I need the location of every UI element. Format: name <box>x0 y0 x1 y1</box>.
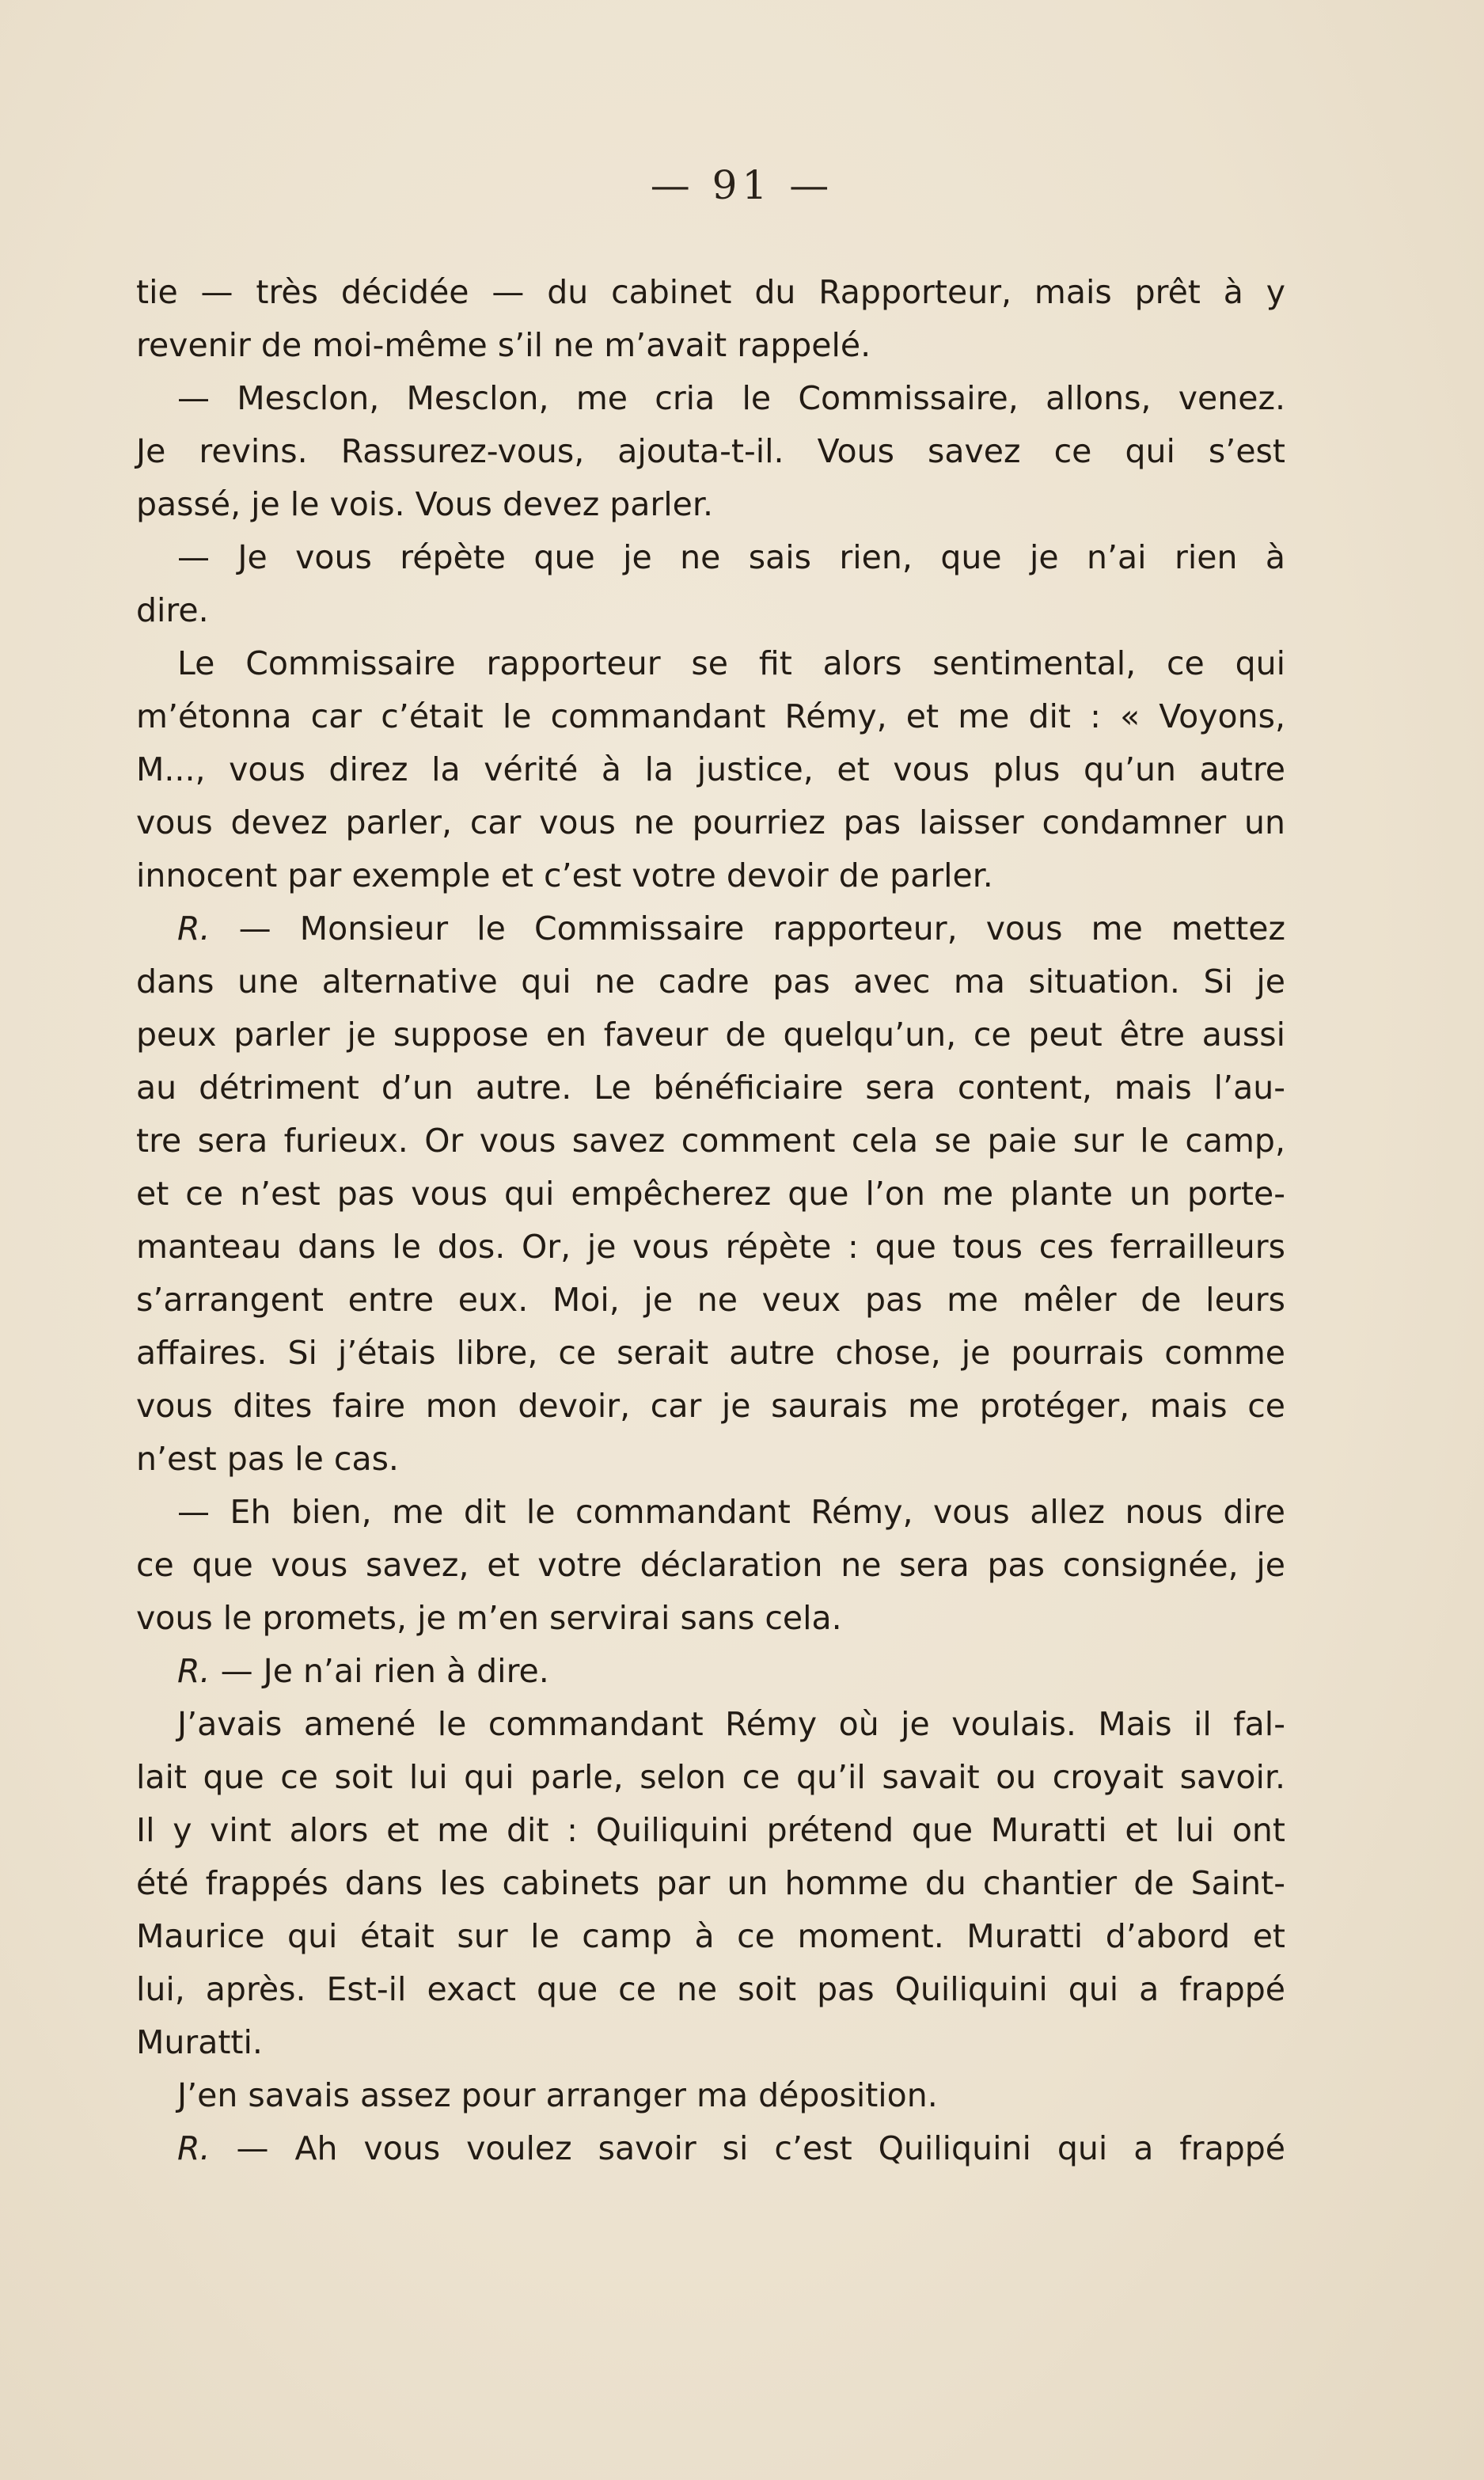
line-text: — Monsieur le Commissaire rapporteur, vous me mettez <box>210 910 1285 948</box>
line-text: et ce n’est pas vous qui empêcherez que l’on me plante un porte- <box>136 1175 1285 1213</box>
text-line <box>136 425 1285 478</box>
speaker-label: R. <box>177 2129 211 2167</box>
line-text: innocent par exemple et c’est votre devoir de parler. <box>136 856 993 894</box>
page-number: — 91 — <box>650 162 834 208</box>
line-text: Il y vint alors et me dit : Quiliquini prétend que Muratti et lui ont <box>136 1811 1285 1849</box>
text-line <box>136 319 1285 372</box>
line-text: revenir de moi-même s’il ne m’avait rappelé. <box>136 326 871 364</box>
text-line <box>136 266 1285 319</box>
text-line <box>136 1168 1285 1221</box>
text-line <box>136 584 1285 637</box>
line-text: affaires. Si j’étais libre, ce serait autre chose, je pourrais comme <box>136 1334 1285 1372</box>
line-text: lait que ce soit lui qui parle, selon ce qu’il savait ou croyait savoir. <box>136 1758 1285 1796</box>
text-line <box>136 1751 1285 1804</box>
line-text: vous devez parler, car vous ne pourriez pas laisser condamner un <box>136 803 1285 841</box>
line-text: dans une alternative qui ne cadre pas avec ma situation. Si je <box>136 963 1285 1001</box>
line-text: Maurice qui était sur le camp à ce moment. Muratti d’abord et <box>136 1917 1285 1955</box>
line-text: au détriment d’un autre. Le bénéficiaire sera content, mais l’au- <box>136 1069 1285 1107</box>
line-text: manteau dans le dos. Or, je vous répète : que tous ces ferrailleurs <box>136 1228 1285 1266</box>
line-text: tie — très décidée — du cabinet du Rapporteur, mais prêt à y <box>136 273 1285 311</box>
text-line <box>136 1115 1285 1168</box>
text-line <box>136 1539 1285 1592</box>
text-line <box>136 2016 1285 2069</box>
line-text: lui, après. Est-il exact que ce ne soit pas Quiliquini qui a frappé <box>136 1970 1285 2008</box>
line-text: J’avais amené le commandant Rémy où je voulais. Mais il fal- <box>177 1705 1285 1743</box>
line-text: été frappés dans les cabinets par un homme du chantier de Saint- <box>136 1864 1285 1902</box>
text-line <box>136 1433 1285 1486</box>
line-text: n’est pas le cas. <box>136 1440 399 1478</box>
text-line <box>136 690 1285 743</box>
line-text: — Ah vous voulez savoir si c’est Quiliquini qui a frappé <box>210 2129 1285 2167</box>
speaker-label: R. <box>177 910 211 948</box>
line-text: ce que vous savez, et votre déclaration ne sera pas consignée, je <box>136 1546 1285 1584</box>
line-text: J’en savais assez pour arranger ma déposition. <box>177 2076 938 2114</box>
text-line <box>136 637 1285 690</box>
text-line <box>136 1804 1285 1857</box>
text-line <box>136 1380 1285 1433</box>
text-line <box>136 2122 1285 2175</box>
text-line <box>136 372 1285 425</box>
text-line <box>136 1486 1285 1539</box>
text-line <box>136 2069 1285 2122</box>
line-text: Muratti. <box>136 2023 263 2061</box>
line-text: M..., vous direz la vérité à la justice, et vous plus qu’un autre <box>136 750 1285 788</box>
line-text: m’étonna car c’était le commandant Rémy, et me dit : « Voyons, <box>136 697 1285 735</box>
text-line <box>136 1327 1285 1380</box>
text-line <box>136 796 1285 849</box>
body-text <box>136 266 1285 2175</box>
line-text: Le Commissaire rapporteur se fit alors sentimental, ce qui <box>177 644 1285 682</box>
text-line <box>136 955 1285 1008</box>
line-text: s’arrangent entre eux. Moi, je ne veux pas me mêler de leurs <box>136 1281 1285 1319</box>
line-text: Je revins. Rassurez-vous, ajouta-t-il. Vous savez ce qui s’est <box>136 432 1285 470</box>
line-text: — Je n’ai rien à dire. <box>210 1652 549 1690</box>
text-line <box>136 1698 1285 1751</box>
line-text: — Eh bien, me dit le commandant Rémy, vous allez nous dire <box>177 1493 1285 1531</box>
text-line <box>136 1645 1285 1698</box>
text-line <box>136 902 1285 955</box>
speaker-label: R. <box>177 1652 211 1690</box>
text-line <box>136 1910 1285 1963</box>
line-text: dire. <box>136 591 209 629</box>
line-text: — Je vous répète que je ne sais rien, que je n’ai rien à <box>177 538 1285 576</box>
text-line <box>136 1274 1285 1327</box>
text-line <box>136 1062 1285 1115</box>
text-line <box>136 743 1285 796</box>
text-line <box>136 1221 1285 1274</box>
line-text: passé, je le vois. Vous devez parler. <box>136 485 713 523</box>
text-line <box>136 531 1285 584</box>
text-line <box>136 1592 1285 1645</box>
text-line <box>136 849 1285 902</box>
text-line <box>136 478 1285 531</box>
text-line <box>136 1963 1285 2016</box>
text-line <box>136 1008 1285 1062</box>
line-text: vous dites faire mon devoir, car je saurais me protéger, mais ce <box>136 1387 1285 1425</box>
text-line <box>136 1857 1285 1910</box>
line-text: — Mesclon, Mesclon, me cria le Commissaire, allons, venez. <box>177 379 1285 417</box>
line-text: peux parler je suppose en faveur de quelqu’un, ce peut être aussi <box>136 1016 1285 1054</box>
line-text: tre sera furieux. Or vous savez comment cela se paie sur le camp, <box>136 1122 1285 1160</box>
line-text: vous le promets, je m’en servirai sans cela. <box>136 1599 842 1637</box>
